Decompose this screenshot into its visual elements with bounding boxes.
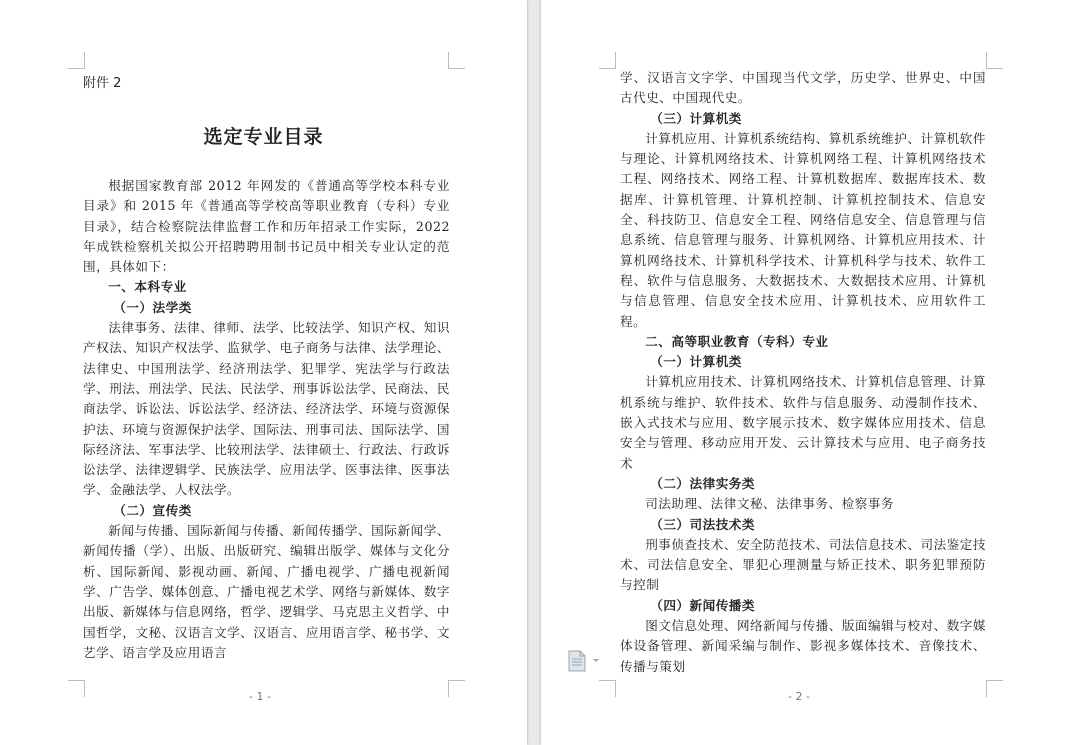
page-1-body[interactable] <box>83 176 450 663</box>
margin-corner-mark <box>68 680 85 697</box>
news-communication-paragraph[interactable]: 图文信息处理、网络新闻与传播、版面编辑与校对、数字媒体设备管理、新闻采编与制作、影视多媒体技术、音像技术、传播与策划 <box>620 618 986 674</box>
margin-corner-mark <box>448 52 465 69</box>
page-number: - 1 - <box>249 690 271 703</box>
attachment-label[interactable]: 附件 2 <box>83 76 122 91</box>
margin-corner-mark <box>986 52 1003 69</box>
computer-majors-paragraph[interactable]: 计算机应用、计算机系统结构、算机系统维护、计算机软件与理论、计算机网络技术、计算机网络工程、计算机网络技术工程、网络技术、网络工程、计算机数据库、数据库技术、数据库、计算机管理、计算机控制、计算机控制技术、信息安全、科技防卫、信息安全工程、网络信息安全、信息管理与信息系统、信息管理与服务、计算机网络、计算机应用技术、计算机网络技术、计算机科学技术、计算机科学与技术、软件工程、软件与信息服务、大数据技术、大数据技术应用、计算机与信息管理、信息安全技术应用、计算机技术、应用软件工程。 <box>620 130 986 329</box>
page-2-body[interactable] <box>620 68 986 677</box>
subheading-law[interactable]: （一）法学类 <box>113 299 192 315</box>
subheading-judicial-technology[interactable]: （三）司法技术类 <box>650 516 755 532</box>
margin-corner-mark <box>599 680 616 697</box>
section-heading-vocational[interactable]: 二、高等职业教育（专科）专业 <box>645 333 829 349</box>
subheading-legal-practice[interactable]: （二）法律实务类 <box>650 475 755 491</box>
margin-corner-mark <box>68 52 85 69</box>
law-majors-paragraph[interactable]: 法律事务、法律、律师、法学、比较法学、知识产权、知识产权法、知识产权法学、监狱学、电子商务与法律、法学理论、法律史、中国刑法学、经济刑法学、犯罪学、宪法学与行政法学、刑法、刑法学、民法、民法学、刑事诉讼法学、民商法、民商法学、诉讼法、诉讼法学、经济法、经济法学、环境与资源保护法、环境与资源保护法学、国际法、刑事司法、国际法学、国际经济法、军事法学、比较刑法学、法律硕士、行政法、行政诉讼法学、法律逻辑学、民族法学、应用法学、医事法律、医事法学、金融法学、人权法学。 <box>83 320 450 498</box>
page-number: - 2 - <box>788 690 810 703</box>
document-page-1 <box>0 0 527 745</box>
subheading-vocational-computer[interactable]: （一）计算机类 <box>650 354 742 370</box>
subheading-publicity[interactable]: （二）宣传类 <box>113 502 192 518</box>
margin-corner-mark <box>448 680 465 697</box>
margin-corner-mark <box>986 680 1003 697</box>
margin-corner-mark <box>599 52 616 69</box>
intro-paragraph[interactable]: 根据国家教育部 2012 年网发的《普通高等学校本科专业目录》和 2015 年《普通高等学校高等职业教育（专科）专业目录》，结合检察院法律监督工作和历年招录工作实际，2022 年成铁检察机关拟公开招聘聘用制书记员中相关专业认定的范围，具体如下： <box>83 178 450 275</box>
vocational-computer-paragraph[interactable]: 计算机应用技术、计算机网络技术、计算机信息管理、计算机系统与维护、软件技术、软件与信息服务、动漫制作技术、嵌入式技术与应用、数字展示技术、数字媒体应用技术、信息安全与管理、移动应用开发、云计算技术与应用、电子商务技术 <box>620 374 986 471</box>
subheading-computer[interactable]: （三）计算机类 <box>650 110 742 126</box>
dropdown-arrow-icon <box>593 659 599 662</box>
publicity-majors-paragraph[interactable]: 新闻与传播、国际新闻与传播、新闻传播学、国际新闻学、新闻传播（学）、出版、出版研究、编辑出版学、媒体与文化分析、国际新闻、影视动画、新闻、广播电视学、广播电视新闻学、广告学、媒体创意、广播电视艺术学、网络与新媒体、数字出版、新媒体与信息网络，哲学、逻辑学、马克思主义哲学、中国哲学，文秘、汉语言文学、汉语言、应用语言学、秘书学、文艺学、语言学及应用语言 <box>83 523 450 660</box>
document-icon <box>566 650 604 672</box>
subheading-news-communication[interactable]: （四）新闻传播类 <box>650 597 755 613</box>
judicial-technology-paragraph[interactable]: 刑事侦查技术、安全防范技术、司法信息技术、司法鉴定技术、司法信息安全、罪犯心理测量与矫正技术、职务犯罪预防与控制 <box>620 536 986 593</box>
document-title[interactable]: 选定专业目录 <box>203 126 324 148</box>
publicity-majors-continued[interactable]: 学、汉语言文字学、中国现当代文学，历史学、世界史、中国古代史、中国现代史。 <box>620 70 986 106</box>
paste-options-icon[interactable] <box>566 650 604 672</box>
section-heading-undergraduate[interactable]: 一、本科专业 <box>108 279 187 295</box>
legal-practice-paragraph[interactable]: 司法助理、法律文秘、法律事务、检察事务 <box>645 496 894 512</box>
